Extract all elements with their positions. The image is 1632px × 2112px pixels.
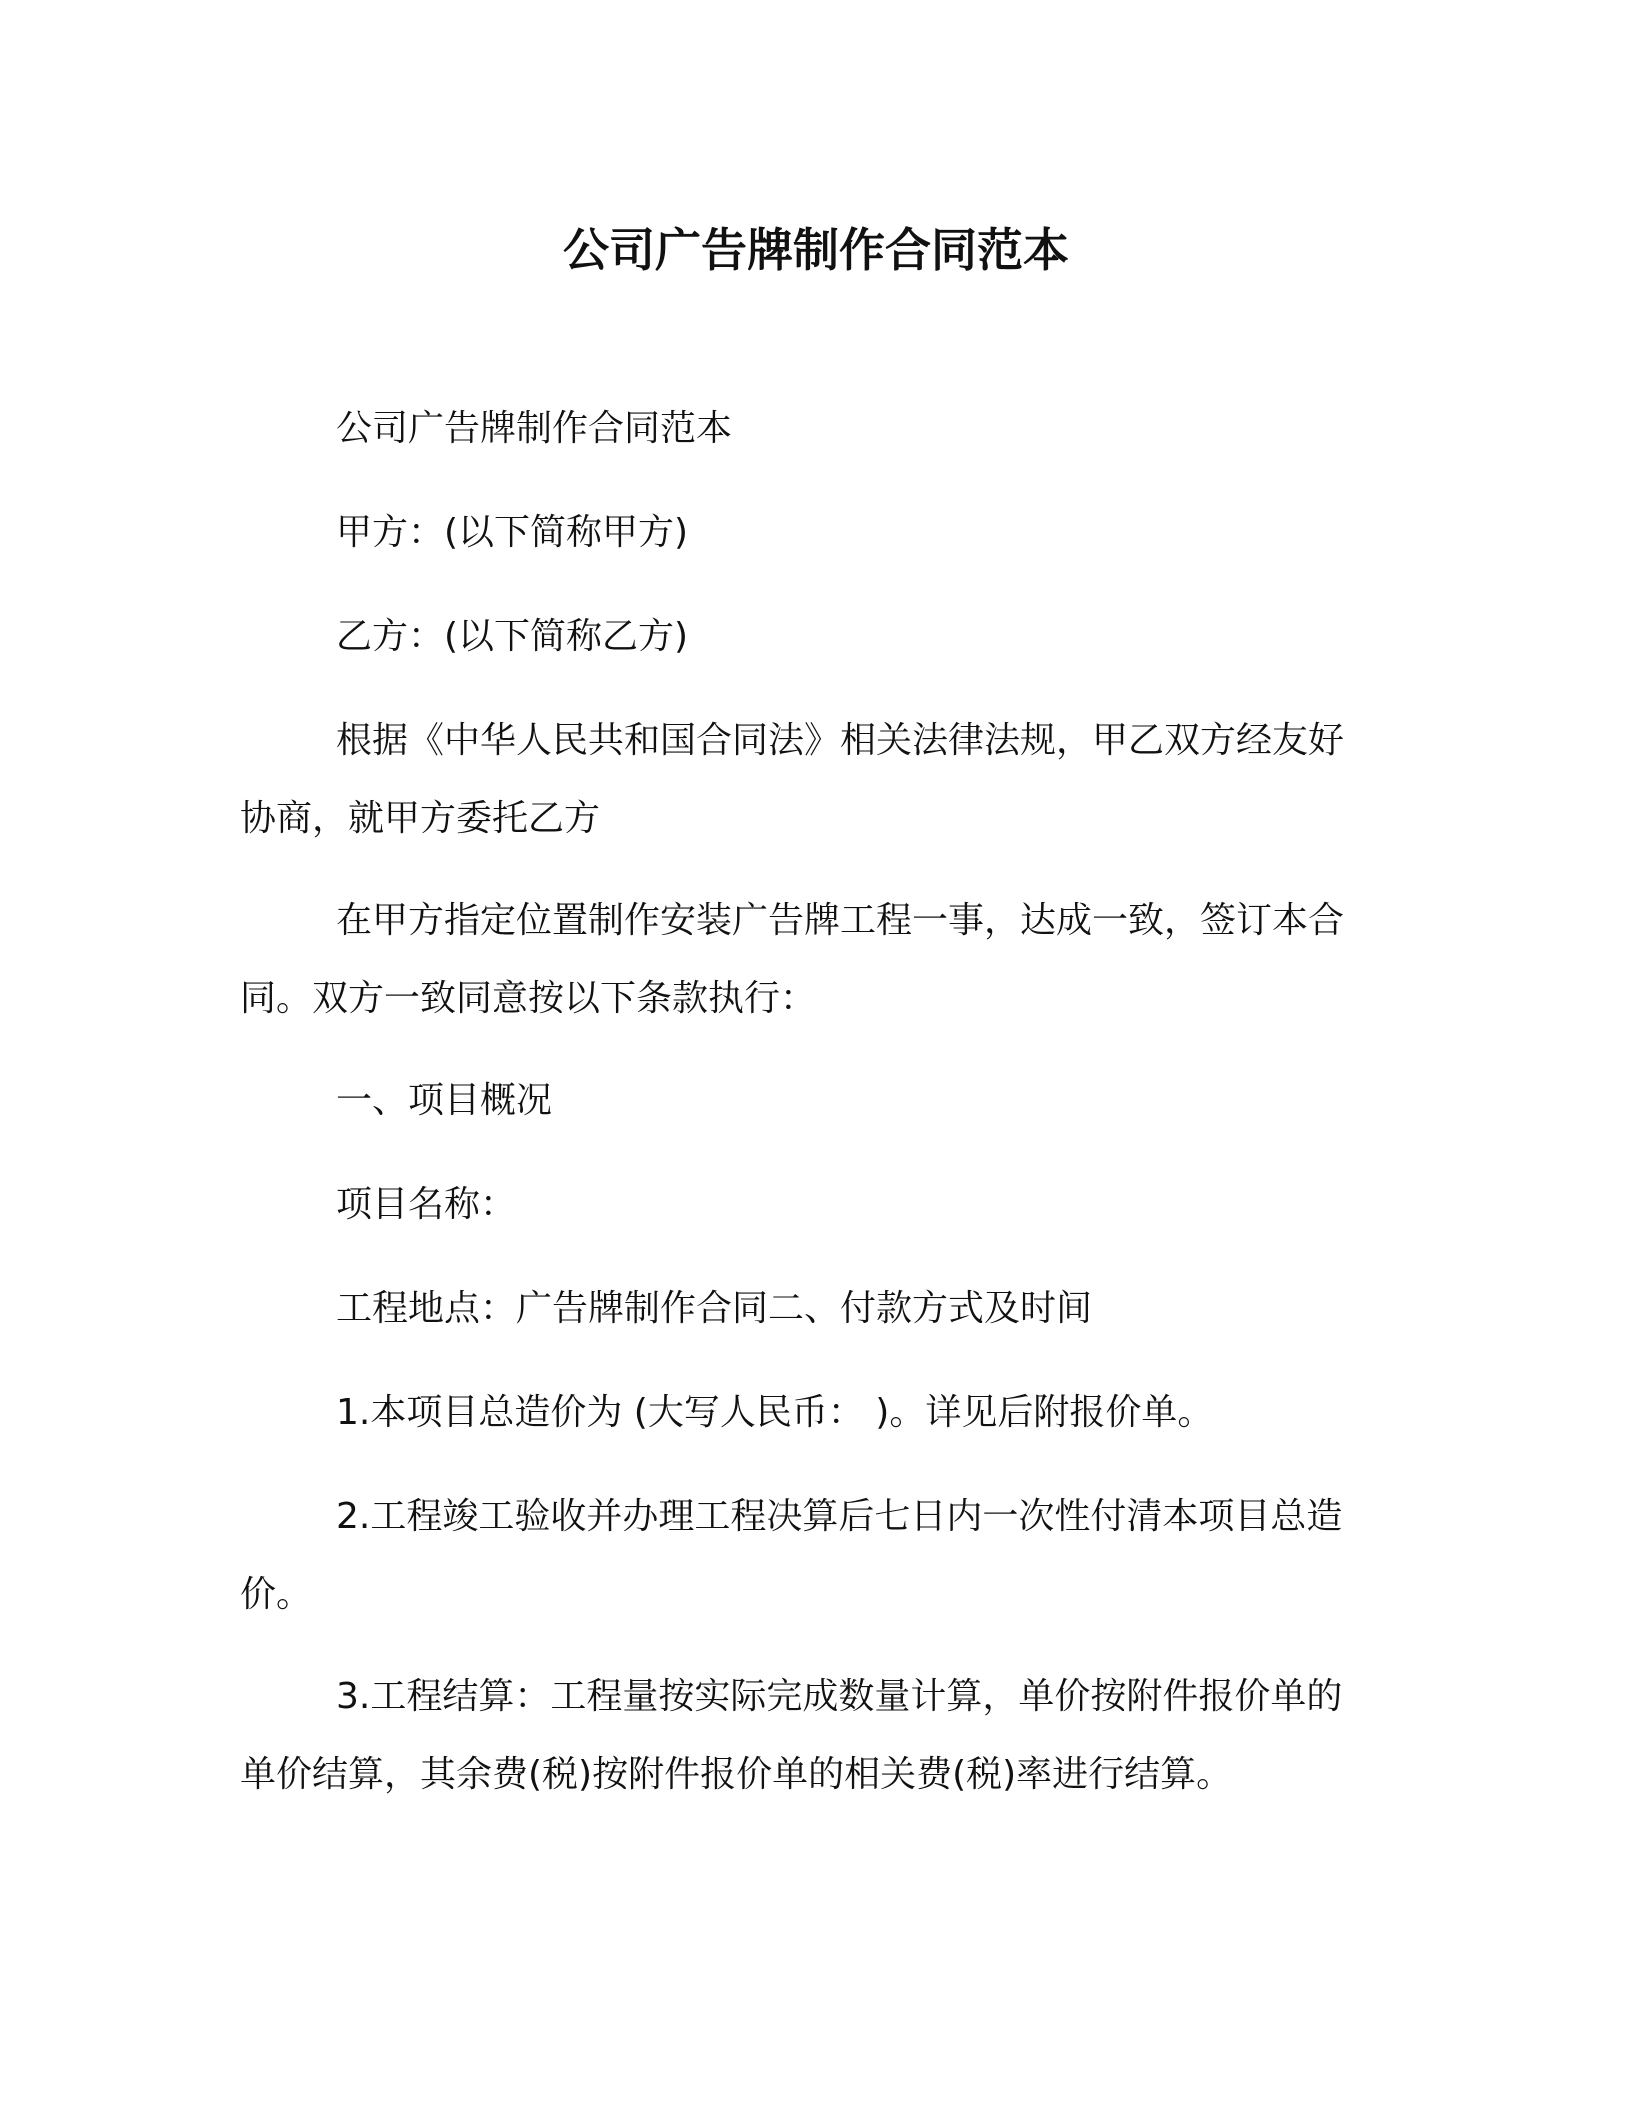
paragraph-payment-terms: 2.工程竣工验收并办理工程决算后七日内一次性付清本项目总造价。 <box>240 1496 1343 1615</box>
paragraph-total-price: 1.本项目总造价为 (大写人民币： )。详见后附报价单。 <box>336 1392 1214 1433</box>
document-title: 公司广告牌制作合同范本 <box>563 223 1069 277</box>
paragraph-project-name: 项目名称： <box>336 1184 517 1225</box>
paragraph-party-b: 乙方：(以下简称乙方) <box>336 616 689 657</box>
paragraph-agreement: 在甲方指定位置制作安装广告牌工程一事，达成一致，签订本合同。双方一致同意按以下条款执行： <box>240 900 1345 1019</box>
paragraph-subtitle: 公司广告牌制作合同范本 <box>336 408 733 449</box>
paragraph-party-a: 甲方：(以下简称甲方) <box>336 512 689 553</box>
document-body <box>240 390 1376 1838</box>
paragraph-settlement: 3.工程结算：工程量按实际完成数量计算，单价按附件报价单的单价结算，其余费(税)按附件报价单的相关费(税)率进行结算。 <box>240 1676 1343 1795</box>
paragraph-legal-basis: 根据《中华人民共和国合同法》相关法律法规，甲乙双方经友好协商，就甲方委托乙方 <box>240 720 1345 839</box>
section-heading-project-overview: 一、项目概况 <box>336 1080 553 1121</box>
paragraph-project-location: 工程地点：广告牌制作合同二、付款方式及时间 <box>336 1288 1093 1329</box>
